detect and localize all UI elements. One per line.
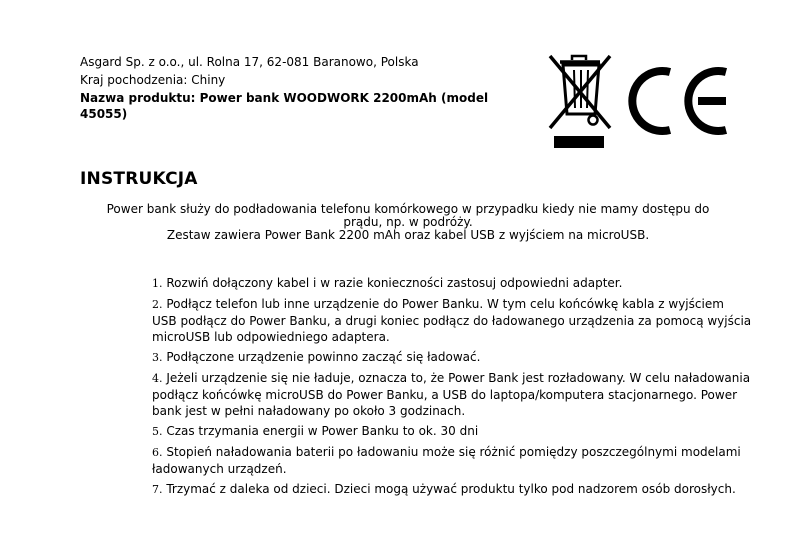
step-text: Jeżeli urządzenie się nie ładuje, oznacza to, że Power Bank jest rozładowany. W celu naładowania podłącz końcówkę microUSB do Power Banku, a USB do laptopa/komputera stacjonarnego. Power bank jest w pełni naładowany po około 3 godzinach. [152, 371, 751, 418]
step-text: Podłączone urządzenie powinno zacząć się ładować. [166, 350, 481, 364]
product-name: Nazwa produktu: Power bank WOODWORK 2200mAh (model 45055) [80, 91, 489, 121]
step-5 [152, 423, 752, 440]
step-number: 3. [152, 351, 163, 364]
step-number: 4. [152, 372, 163, 385]
certification-logos [540, 52, 740, 162]
step-6 [152, 444, 752, 477]
step-text: Stopień naładowania baterii po ładowaniu może się różnić pomiędzy poszczególnymi modelami ładowanych urządzeń. [152, 445, 741, 476]
company-address: Asgard Sp. z o.o., ul. Rolna 17, 62-081 Baranowo, Polska [80, 55, 419, 69]
step-number: 1. [152, 277, 163, 290]
step-7 [152, 481, 752, 498]
intro-paragraph-2: Zestaw zawiera Power Bank 2200 mAh oraz kabel USB z wyjściem na microUSB. [166, 228, 650, 242]
step-text: Rozwiń dołączony kabel i w razie konieczności zastosuj odpowiedni adapter. [166, 276, 623, 290]
step-text: Trzymać z daleka od dzieci. Dzieci mogą używać produktu tylko pod nadzorem osób dorosłych. [166, 482, 736, 496]
step-4 [152, 370, 752, 419]
manufacturer-block [80, 53, 500, 122]
crossed-out-wheelie-bin-icon [544, 52, 614, 150]
step-text: Czas trzymania energii w Power Banku to ok. 30 dni [166, 424, 479, 438]
country-of-origin: Kraj pochodzenia: Chiny [80, 73, 226, 87]
step-3 [152, 349, 752, 366]
step-1 [152, 275, 752, 292]
intro-text [88, 203, 728, 242]
step-number: 6. [152, 446, 163, 459]
intro-paragraph-1: Power bank służy do podładowania telefonu komórkowego w przypadku kiedy nie mamy dostępu do prądu, np. w podróży. [106, 202, 710, 229]
step-text: Podłącz telefon lub inne urządzenie do Power Banku. W tym celu końcówkę kabla z wyjściem USB podłącz do Power Banku, a drugi koniec podłącz do ładowanego urządzenia za pomocą wyjścia microUSB lub odpowiedniego adaptera. [152, 297, 752, 344]
ce-mark-icon [626, 64, 730, 138]
step-2 [152, 296, 752, 345]
page-title: INSTRUKCJA [80, 169, 198, 189]
step-number: 5. [152, 425, 163, 438]
step-number: 2. [152, 298, 163, 311]
instruction-steps [152, 275, 752, 502]
step-number: 7. [152, 483, 163, 496]
